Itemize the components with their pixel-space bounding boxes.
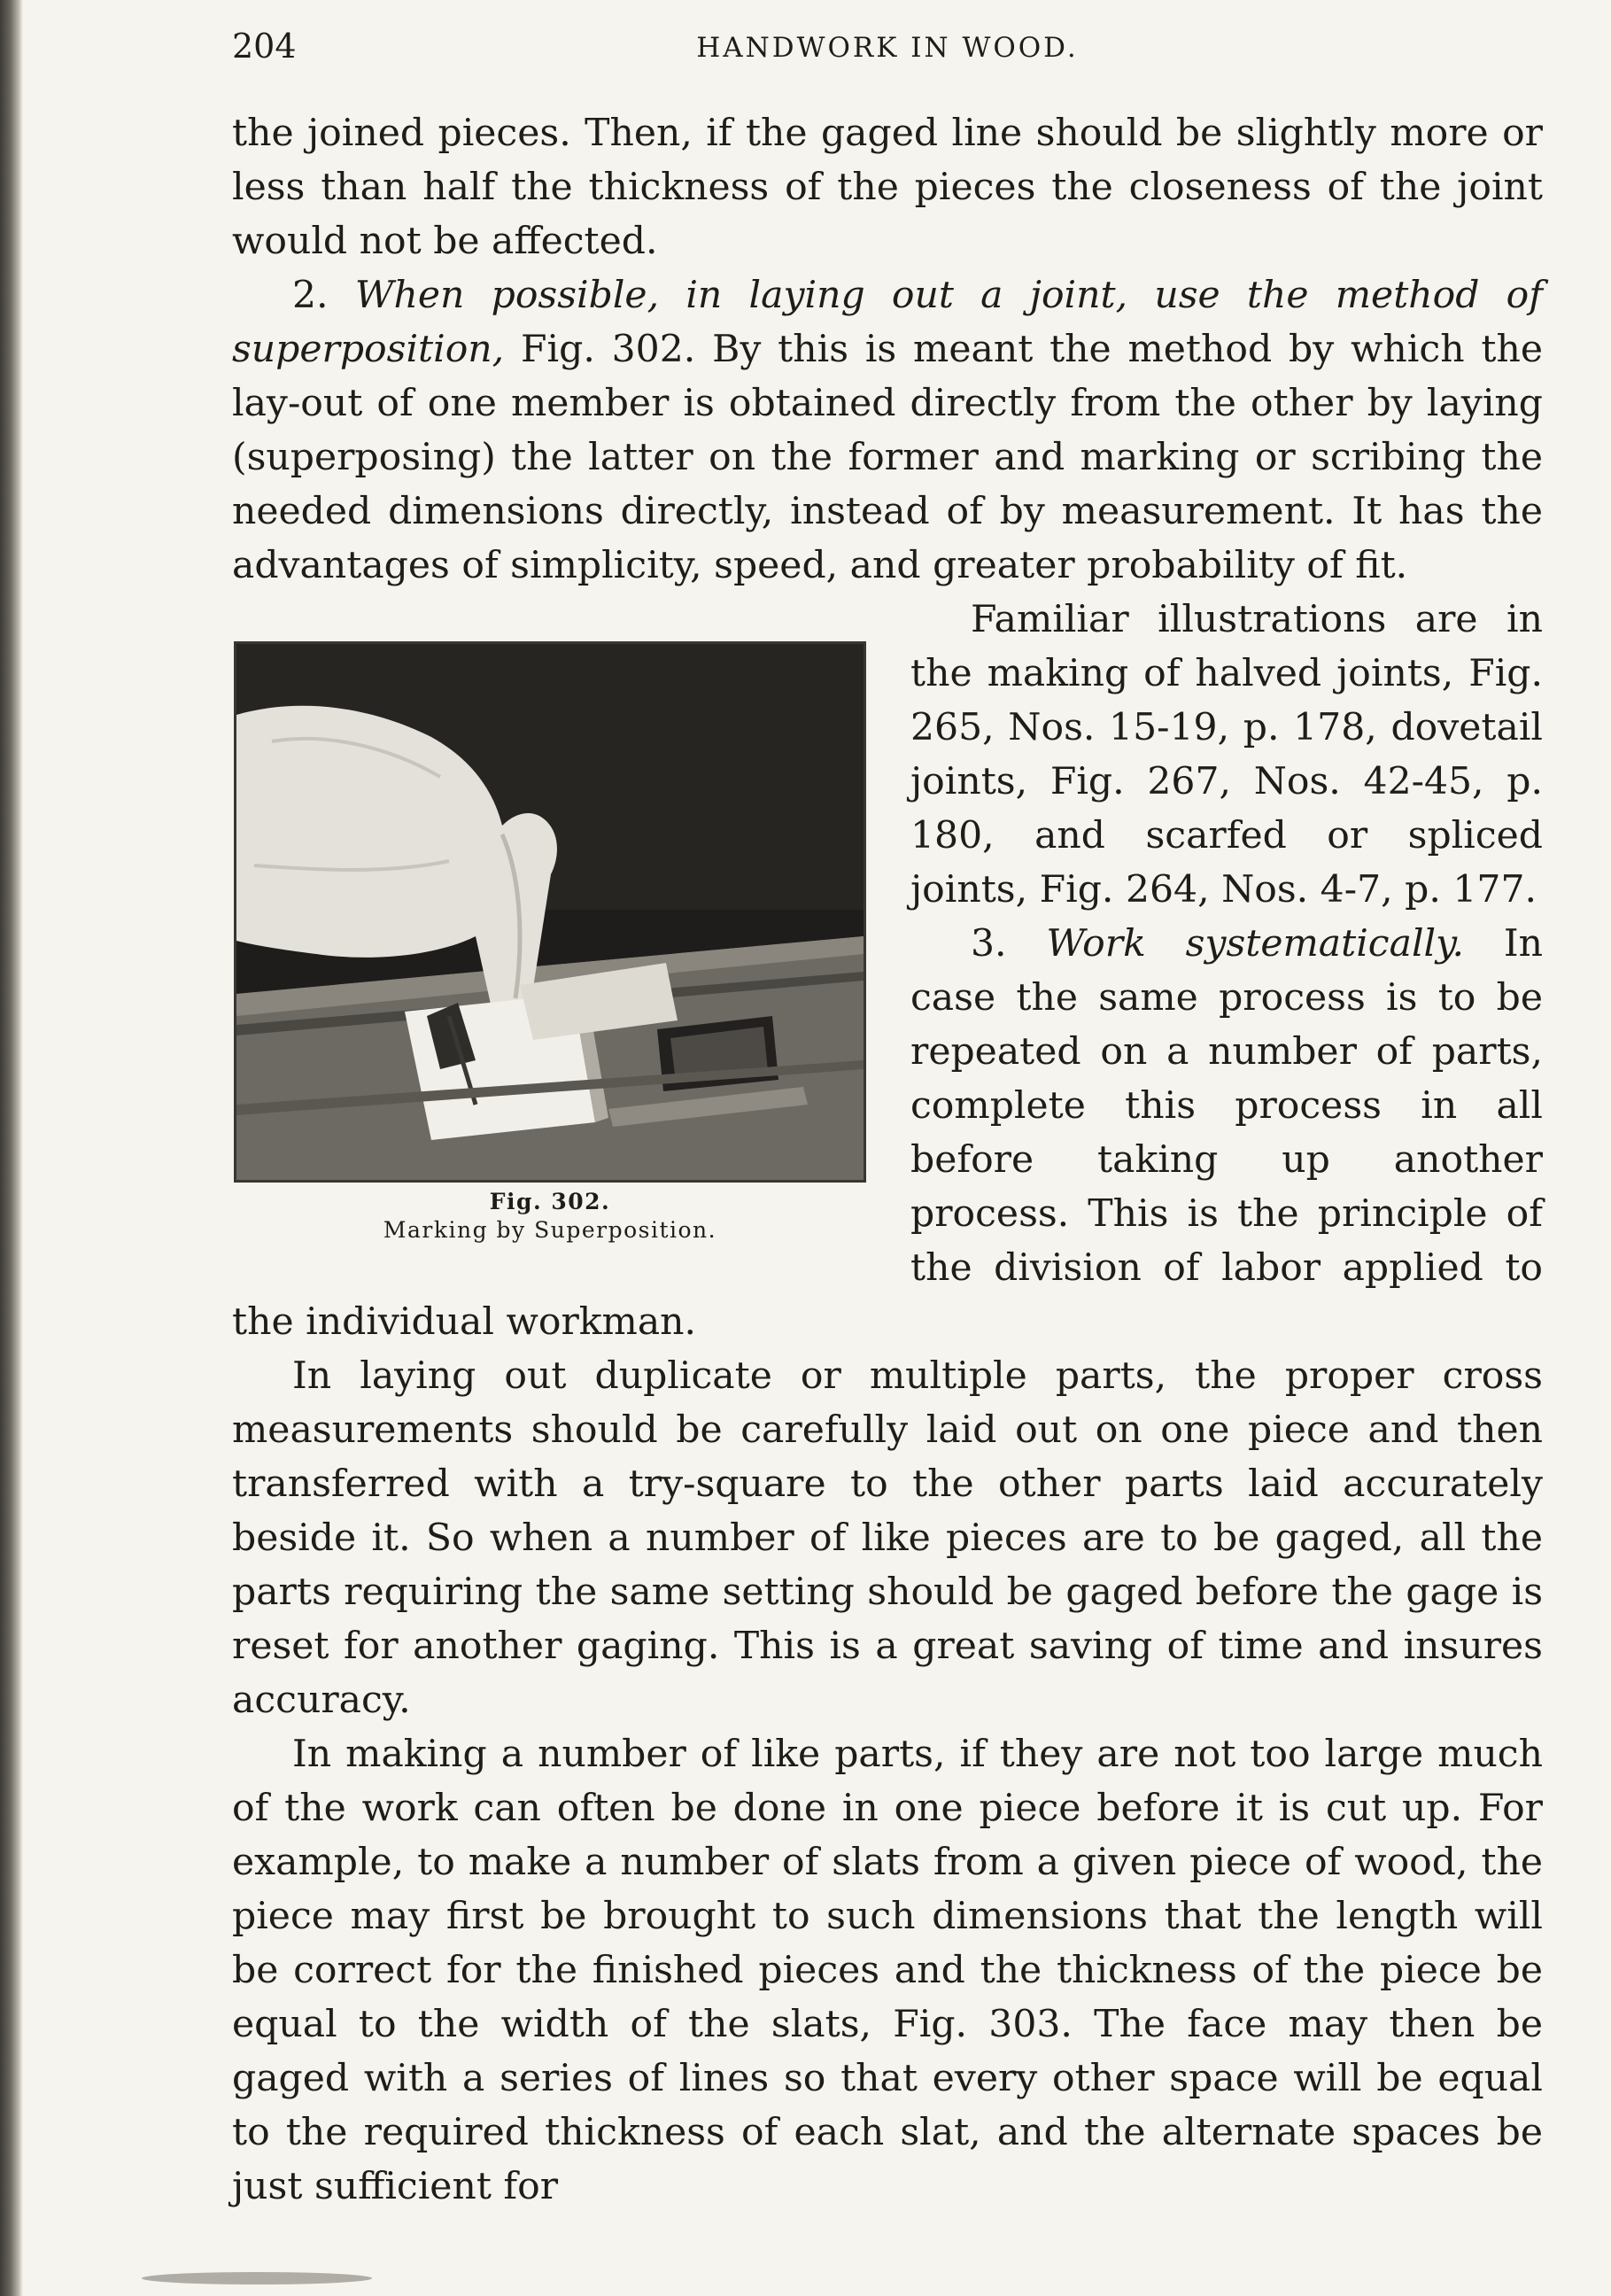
- paragraph-like-parts: In making a number of like parts, if they are not too large much of the work can often be done in one piece before it is cut up. For example, to make a number of slats from a given piece of wood, the piece may first be brought to such dimensions that the length will be correct for the finished pieces and the thickness of the piece be equal to the width of the slats, Fig. 303. The face may then be gaged with a series of lines so that every other space will be equal to the required thickness of each slat, and the alternate spaces be just sufficient for: [232, 1733, 1543, 2208]
- rule-heading: Work systematically.: [1046, 922, 1465, 966]
- body-text: [232, 106, 1543, 2214]
- rule-text: In case the same process is to be repeated on a number of parts, complete this process in all before taking up another process. This is the principle of the division of labor applied to the individual workman.: [232, 922, 1543, 1344]
- rule-text: Fig. 302. By this is meant the method by which the lay-out of one member is obtained directly from the other by laying (superposing) the latter on the former and marking or scribing the needed dimensions directly, instead of by measurement. It has the advantages of simplicity, speed, and greater probability of fit.: [232, 328, 1543, 587]
- page-number: 204: [232, 27, 297, 66]
- running-head: HANDWORK IN WOOD.: [696, 32, 1079, 64]
- figure-caption: [232, 1188, 868, 1245]
- rule-number: 3.: [971, 922, 1007, 966]
- paragraph-rule-2: [232, 268, 1543, 593]
- figure-302: [232, 641, 868, 1245]
- page-header: [232, 18, 1543, 71]
- figure-title: Marking by Superposition.: [383, 1217, 717, 1243]
- rule-heading: When possible, in laying out a joint, use the method of superposition,: [232, 274, 1543, 371]
- book-spine-edge: [0, 0, 23, 2296]
- scan-shadow: [142, 2272, 372, 2284]
- figure-photo: [234, 641, 866, 1183]
- paragraph-familiar-illustrations: Familiar illustrations are in the making of halved joints, Fig. 265, Nos. 15-19, p. 178, dovetail joints, Fig. 267, Nos. 42-45, p. 180, and scarfed or spliced joints, Fig. 264, Nos. 4-7, p. 177.: [910, 598, 1543, 911]
- paragraph-duplicate-parts: In laying out duplicate or multiple parts, the proper cross measurements should be carefully laid out on one piece and then transferred with a try-square to the other parts laid accurately beside it. So when a number of like pieces are to be gaged, all the parts requiring the same setting should be gaged before the gage is reset for another gaging. This is a great saving of time and insures accuracy.: [232, 1354, 1543, 1722]
- figure-number: Fig. 302.: [489, 1189, 611, 1214]
- paragraph-continuation: the joined pieces. Then, if the gaged line should be slightly more or less than half the thickness of the pieces the closeness of the joint would not be affected.: [232, 112, 1543, 263]
- superposition-photo-image: [236, 644, 864, 1180]
- rule-number: 2.: [292, 274, 329, 317]
